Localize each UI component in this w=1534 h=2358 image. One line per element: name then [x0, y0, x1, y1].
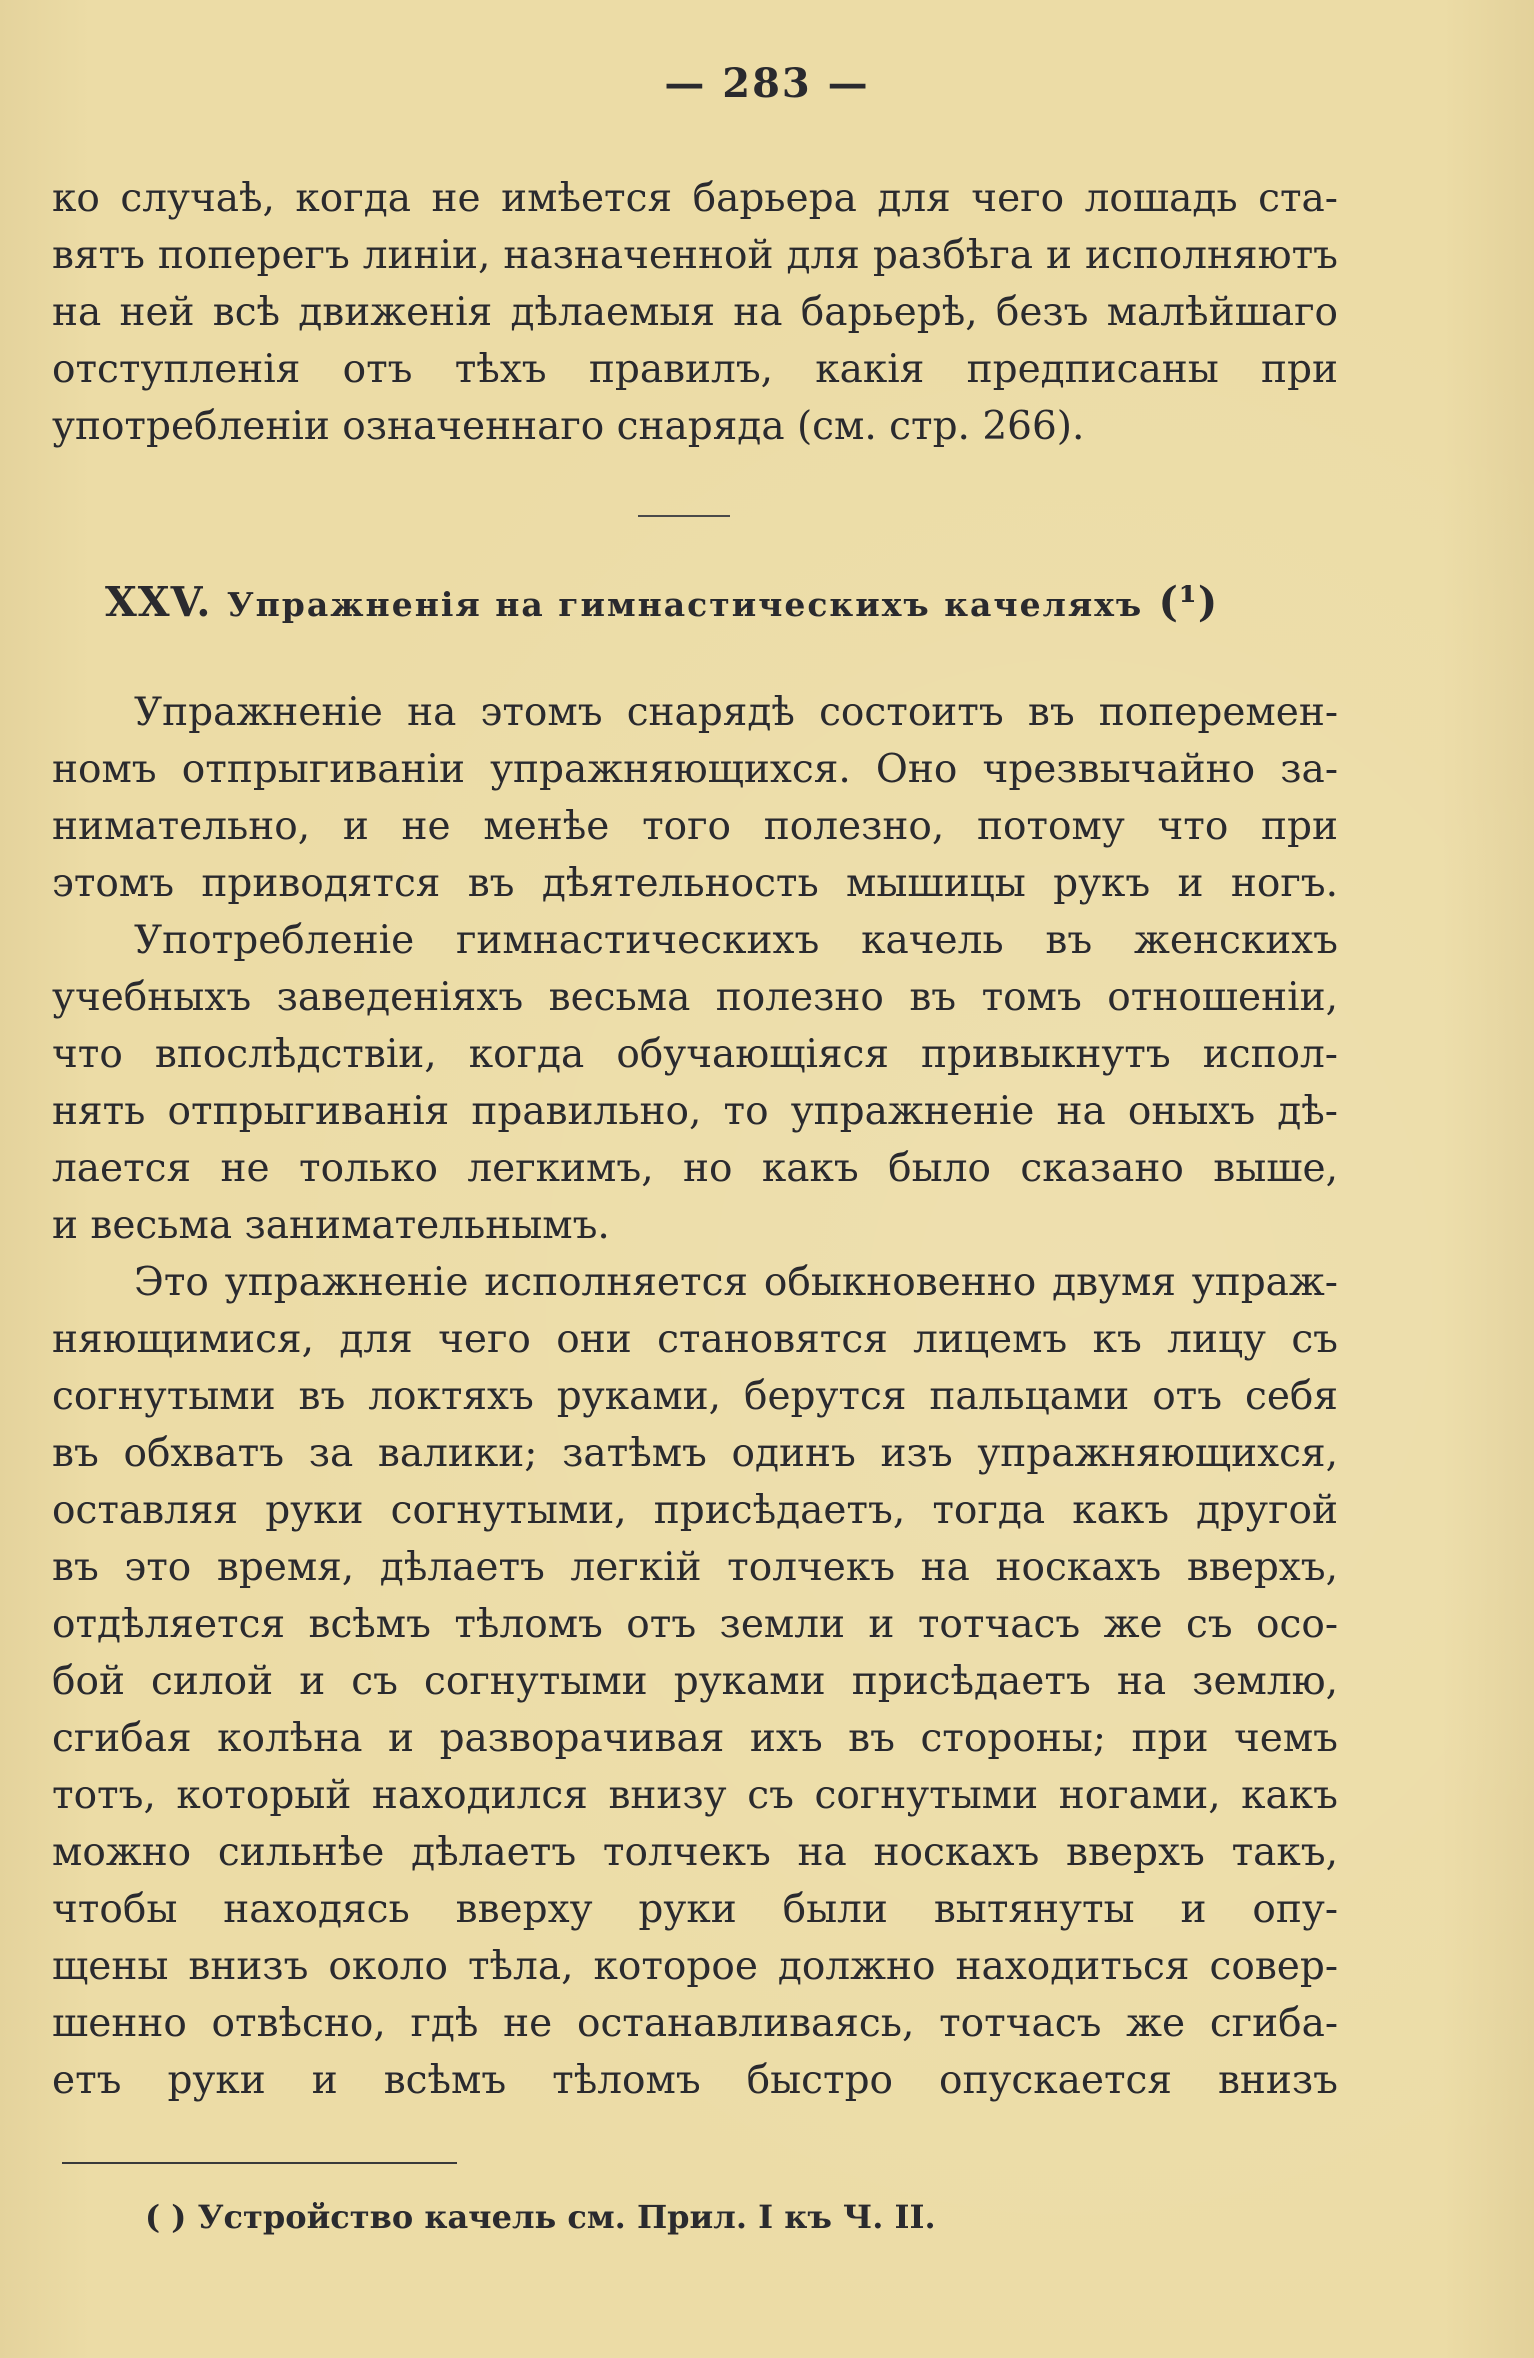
text-line: бой силой и съ согнутыми руками присѣдаетъ на землю, — [52, 1659, 1338, 1704]
text-line: няющимися, для чего они становятся лицемъ къ лицу съ — [52, 1317, 1338, 1362]
text-line: нять отпрыгиванія правильно, то упражненіе на оныхъ дѣ- — [52, 1089, 1338, 1134]
text-line: нимательно, и не менѣе того полезно, потому что при — [52, 804, 1338, 849]
text-line: вятъ поперегъ линіи, назначенной для разбѣга и исполняютъ — [52, 233, 1338, 278]
text-line: чтобы находясь вверху руки были вытянуты и опу- — [52, 1887, 1338, 1932]
text-line: Это упражненіе исполняется обыкновенно двумя упраж- — [134, 1260, 1338, 1305]
text-line: щены внизъ около тѣла, которое должно находиться совер- — [52, 1944, 1338, 1989]
body-text — [52, 684, 1338, 2109]
section-title: Упражненія на гимнастическихъ качеляхъ — [226, 585, 1144, 624]
footnote: ( ) Устройство качель см. Прил. I къ Ч. II. — [145, 2198, 936, 2236]
text-line: ко случаѣ, когда не имѣется барьера для чего лошадь ста- — [52, 176, 1338, 221]
text-line: отступленія отъ тѣхъ правилъ, какія предписаны при — [52, 347, 1338, 392]
text-line: въ обхватъ за валики; затѣмъ одинъ изъ упражняющихся, — [52, 1431, 1338, 1476]
text-line: номъ отпрыгиваніи упражняющихся. Оно чрезвычайно за- — [52, 747, 1338, 792]
footnote-divider — [62, 2162, 457, 2164]
text-line: шенно отвѣсно, гдѣ не останавливаясь, тотчасъ же сгиба- — [52, 2001, 1338, 2046]
text-line: отдѣляется всѣмъ тѣломъ отъ земли и тотчасъ же съ осо- — [52, 1602, 1338, 1647]
text-line: Упражненіе на этомъ снарядѣ состоитъ въ поперемен- — [134, 690, 1338, 735]
section-numeral: XXV. — [105, 578, 212, 626]
text-line: сгибая колѣна и разворачивая ихъ въ стороны; при чемъ — [52, 1716, 1338, 1761]
text-line: этомъ приводятся въ дѣятельность мышицы рукъ и ногъ. — [52, 861, 1338, 906]
text-line: на ней всѣ движенія дѣлаемыя на барьерѣ, безъ малѣйшаго — [52, 290, 1338, 335]
section-divider — [638, 515, 730, 517]
text-line: можно сильнѣе дѣлаетъ толчекъ на носкахъ вверхъ такъ, — [52, 1830, 1338, 1875]
text-line: оставляя руки согнутыми, присѣдаетъ, тогда какъ другой — [52, 1488, 1338, 1533]
paragraph-2 — [52, 912, 1338, 1254]
text-line: тотъ, который находился внизу съ согнутыми ногами, какъ — [52, 1773, 1338, 1818]
text-line: и весьма занимательнымъ. — [52, 1203, 610, 1248]
text-line: учебныхъ заведеніяхъ весьма полезно въ томъ отношеніи, — [52, 975, 1338, 1020]
text-line: что впослѣдствіи, когда обучающіяся привыкнутъ испол- — [52, 1032, 1338, 1077]
paragraph-3 — [52, 1254, 1338, 2109]
top-paragraph — [52, 170, 1338, 455]
text-line: Употребленіе гимнастическихъ качель въ женскихъ — [134, 918, 1338, 963]
text-line: етъ руки и всѣмъ тѣломъ быстро опускается внизъ — [52, 2058, 1338, 2103]
text-line: употребленіи означеннаго снаряда (см. стр. 266). — [52, 404, 1085, 449]
text-line: лается не только легкимъ, но какъ было сказано выше, — [52, 1146, 1338, 1191]
section-heading — [105, 578, 1218, 626]
paragraph-1 — [52, 684, 1338, 912]
text-line: согнутыми въ локтяхъ руками, берутся пальцами отъ себя — [52, 1374, 1338, 1419]
footnote-mark: (¹) — [1158, 578, 1219, 626]
page-number: — 283 — — [664, 60, 870, 107]
text-line: въ это время, дѣлаетъ легкій толчекъ на носкахъ вверхъ, — [52, 1545, 1338, 1590]
